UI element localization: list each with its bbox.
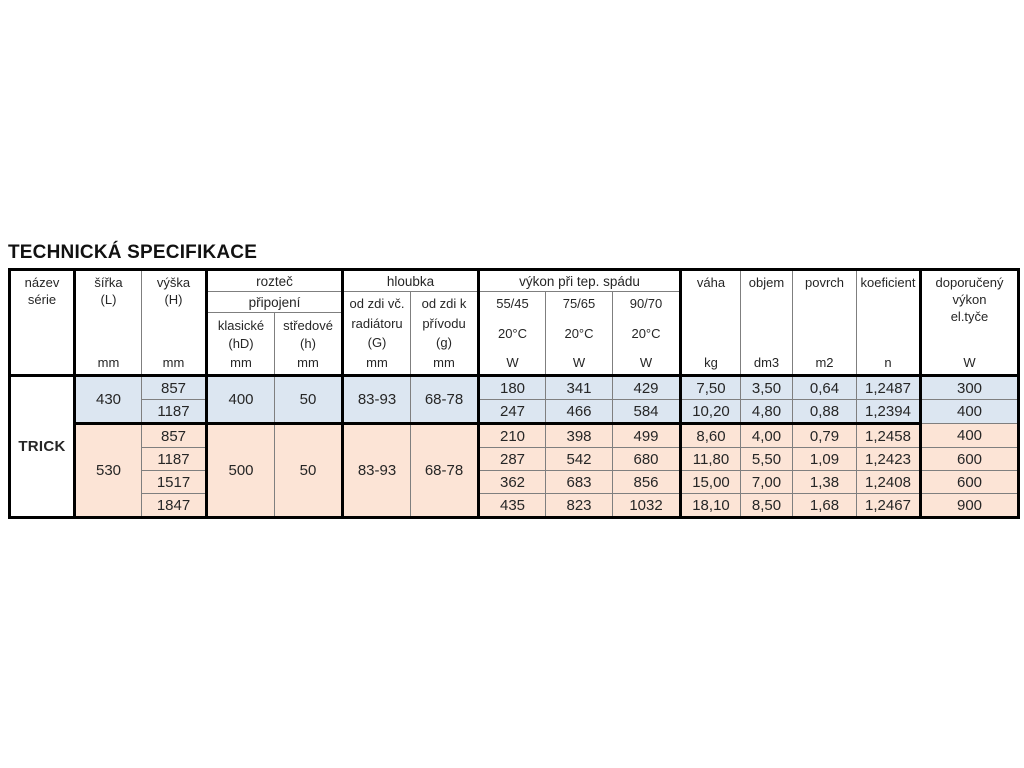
cell-vyska: 1187 [142,448,207,471]
unit-mm: mm [366,354,388,370]
header-pripojeni: připojení [207,292,343,313]
cell-hloubka-g2: 68-78 [411,424,479,518]
cell-objem: 5,50 [741,448,793,471]
unit-w: W [506,355,519,370]
unit-w: W [572,355,586,370]
cell-vykon-9070: 429 [613,376,681,400]
cell-vykon-9070: 680 [613,448,681,471]
header-spad-90-70: 90/70 20°C W [613,292,681,376]
cell-stredove: 50 [275,376,343,424]
cell-objem: 3,50 [741,376,793,400]
unit-kg: kg [704,355,718,370]
header-vyska: výška (H) mm [142,270,207,376]
cell-vykon-5545: 180 [479,376,546,400]
cell-vykon-5545: 362 [479,471,546,494]
unit-mm: mm [230,354,252,370]
cell-vykon-7565: 683 [546,471,613,494]
header-od-zdi-vc-radiatoru: od zdi vč. radiátoru (G) mm [343,292,411,376]
cell-el-vykon: 400 [921,424,1019,448]
cell-vaha: 8,60 [681,424,741,448]
cell-vaha: 15,00 [681,471,741,494]
cell-series-name: TRICK [10,376,75,518]
cell-vykon-5545: 287 [479,448,546,471]
cell-vaha: 18,10 [681,494,741,518]
unit-dm3: dm3 [753,355,780,370]
unit-mm: mm [97,355,120,370]
cell-el-vykon: 600 [921,471,1019,494]
unit-mm: mm [297,354,319,370]
cell-povrch: 0,64 [793,376,857,400]
header-spad-75-65: 75/65 20°C W [546,292,613,376]
cell-vykon-7565: 398 [546,424,613,448]
header-spad-55-45: 55/45 20°C W [479,292,546,376]
cell-vykon-9070: 584 [613,400,681,424]
cell-vykon-5545: 210 [479,424,546,448]
spec-table [8,268,1020,519]
cell-vykon-5545: 435 [479,494,546,518]
cell-vyska: 857 [142,424,207,448]
cell-el-vykon: 400 [921,400,1019,424]
unit-m2: m2 [815,355,834,370]
cell-vykon-9070: 1032 [613,494,681,518]
cell-objem: 8,50 [741,494,793,518]
cell-povrch: 0,79 [793,424,857,448]
cell-vykon-7565: 823 [546,494,613,518]
cell-hloubka-g: 83-93 [343,376,411,424]
cell-povrch: 0,88 [793,400,857,424]
cell-koeficient: 1,2458 [857,424,921,448]
cell-sirka: 430 [75,376,142,424]
cell-vaha: 10,20 [681,400,741,424]
cell-vyska: 857 [142,376,207,400]
header-klasicke: klasické (hD) mm [207,313,275,376]
cell-povrch: 1,09 [793,448,857,471]
table-row [10,400,1019,424]
cell-vykon-9070: 856 [613,471,681,494]
table-row [10,471,1019,494]
cell-koeficient: 1,2467 [857,494,921,518]
header-sirka: šířka (L) mm [75,270,142,376]
cell-vykon-9070: 499 [613,424,681,448]
cell-vykon-7565: 542 [546,448,613,471]
cell-stredove: 50 [275,424,343,518]
page-title: TECHNICKÁ SPECIFIKACE [8,242,258,263]
cell-koeficient: 1,2408 [857,471,921,494]
cell-objem: 7,00 [741,471,793,494]
cell-objem: 4,80 [741,400,793,424]
header-hloubka: hloubka [343,270,479,292]
unit-mm: mm [433,354,455,370]
cell-klasicke: 400 [207,376,275,424]
header-povrch: povrch m2 [793,270,857,376]
cell-objem: 4,00 [741,424,793,448]
unit-n: n [884,355,892,370]
cell-vyska: 1517 [142,471,207,494]
unit-w: W [639,355,653,370]
unit-mm: mm [162,355,185,370]
cell-el-vykon: 900 [921,494,1019,518]
cell-el-vykon: 300 [921,376,1019,400]
header-koeficient: koeficient n [857,270,921,376]
table-row [10,424,1019,448]
cell-povrch: 1,68 [793,494,857,518]
cell-vykon-5545: 247 [479,400,546,424]
cell-klasicke: 500 [207,424,275,518]
cell-vaha: 7,50 [681,376,741,400]
cell-vykon-7565: 466 [546,400,613,424]
table-row [10,448,1019,471]
cell-sirka: 530 [75,424,142,518]
table-row [10,494,1019,518]
unit-w: W [963,355,976,370]
header-od-zdi-k-privodu: od zdi k přívodu (g) mm [411,292,479,376]
cell-vyska: 1847 [142,494,207,518]
header-row-groups [10,270,1019,292]
cell-hloubka-g2: 68-78 [411,376,479,424]
cell-hloubka-g: 83-93 [343,424,411,518]
header-nazev-serie: název série [10,270,75,376]
cell-el-vykon: 600 [921,448,1019,471]
header-vaha: váha kg [681,270,741,376]
cell-koeficient: 1,2394 [857,400,921,424]
cell-koeficient: 1,2487 [857,376,921,400]
cell-koeficient: 1,2423 [857,448,921,471]
header-roztec: rozteč [207,270,343,292]
cell-vyska: 1187 [142,400,207,424]
cell-vaha: 11,80 [681,448,741,471]
header-objem: objem dm3 [741,270,793,376]
table-row [10,376,1019,400]
header-stredove: středové (h) mm [275,313,343,376]
cell-povrch: 1,38 [793,471,857,494]
cell-vykon-7565: 341 [546,376,613,400]
header-vykon: výkon při tep. spádu [479,270,681,292]
header-doporuceny-vykon: doporučený výkon el.tyče W [921,270,1019,376]
